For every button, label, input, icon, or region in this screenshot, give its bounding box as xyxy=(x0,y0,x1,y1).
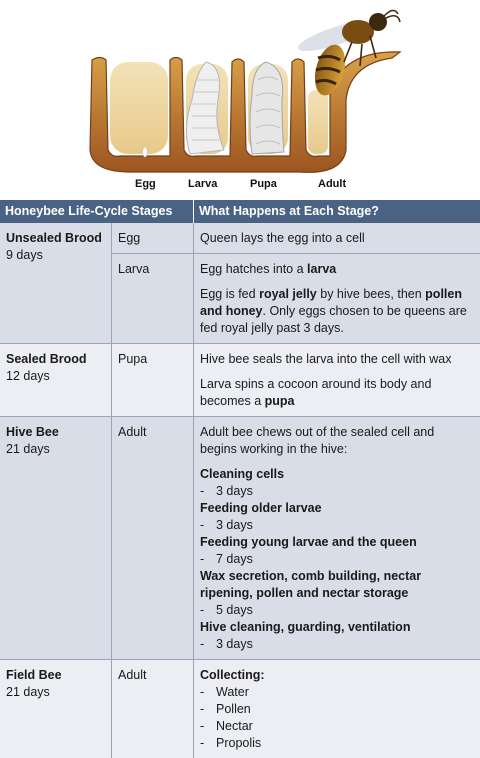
larva-description: Egg hatches into a larva Egg is fed royal jelly by hive bees, then pollen and honey. Only eggs chosen to be queens are fed royal jelly past 3 days. xyxy=(194,254,480,344)
stage-days: 12 days xyxy=(6,368,111,385)
adult-label: Adult xyxy=(318,178,346,190)
substage-adult: Adult xyxy=(112,660,194,758)
stage-days: 21 days xyxy=(6,684,111,701)
cell-adult xyxy=(308,90,328,154)
hive-bee-description: Adult bee chews out of the sealed cell and begins working in the hive: Cleaning cells - 3 days Feeding older larvae - 3 days Feeding young larvae and the queen - 7 days Wax secretion, comb building, nectar ripening, pollen and nectar storage - 5 days Hive cleaning, guarding, ventilation - 3 days xyxy=(194,417,480,660)
task-name: Feeding older larvae xyxy=(200,501,322,515)
table-row xyxy=(0,417,480,660)
table-row xyxy=(0,223,480,254)
life-cycle-illustration xyxy=(0,0,480,200)
task-name: Cleaning cells xyxy=(200,467,284,481)
larva-label: Larva xyxy=(188,178,217,190)
substage-adult: Adult xyxy=(112,417,194,660)
header-stages: Honeybee Life-Cycle Stages xyxy=(0,200,194,223)
substage-larva: Larva xyxy=(112,254,194,344)
unsealed-brood-cell xyxy=(0,223,112,344)
cell-egg xyxy=(110,62,168,154)
task-name: Hive cleaning, guarding, ventilation xyxy=(200,620,410,634)
list-item: Water xyxy=(216,685,249,699)
stage-days: 21 days xyxy=(6,441,111,458)
substage-egg: Egg xyxy=(112,223,194,254)
pupa-description: Hive bee seals the larva into the cell with wax Larva spins a cocoon around its body and becomes a pupa xyxy=(194,344,480,417)
substage-pupa: Pupa xyxy=(112,344,194,417)
field-bee-cell xyxy=(0,660,112,758)
pupa-label: Pupa xyxy=(250,178,277,190)
task-days: 5 days xyxy=(216,603,253,617)
task-name: Wax secretion, comb building, nectar ripening, pollen and nectar storage xyxy=(200,569,421,600)
stage-days: 9 days xyxy=(6,247,111,264)
pupa-shape xyxy=(250,62,284,154)
task-days: 3 days xyxy=(216,637,253,651)
task-days: 7 days xyxy=(216,552,253,566)
table-row xyxy=(0,344,480,417)
field-bee-description: Collecting: - Water - Pollen - Nectar - Propolis xyxy=(194,660,480,758)
table-row xyxy=(0,660,480,758)
egg-description: Queen lays the egg into a cell xyxy=(194,223,480,254)
stage-name: Hive Bee xyxy=(6,424,111,441)
hive-bee-cell xyxy=(0,417,112,660)
life-cycle-table xyxy=(0,200,480,758)
list-item: Nectar xyxy=(216,719,253,733)
list-item: Pollen xyxy=(216,702,251,716)
stage-name: Field Bee xyxy=(6,667,111,684)
list-item: Propolis xyxy=(216,736,261,750)
header-what-happens: What Happens at Each Stage? xyxy=(194,200,480,223)
task-name: Feeding young larvae and the queen xyxy=(200,535,417,549)
stage-name: Unsealed Brood xyxy=(6,230,111,247)
task-days: 3 days xyxy=(216,518,253,532)
egg-shape xyxy=(143,147,148,157)
task-days: 3 days xyxy=(216,484,253,498)
table-header-row xyxy=(0,200,480,223)
sealed-brood-cell xyxy=(0,344,112,417)
stage-name: Sealed Brood xyxy=(6,351,111,368)
egg-label: Egg xyxy=(135,178,156,190)
